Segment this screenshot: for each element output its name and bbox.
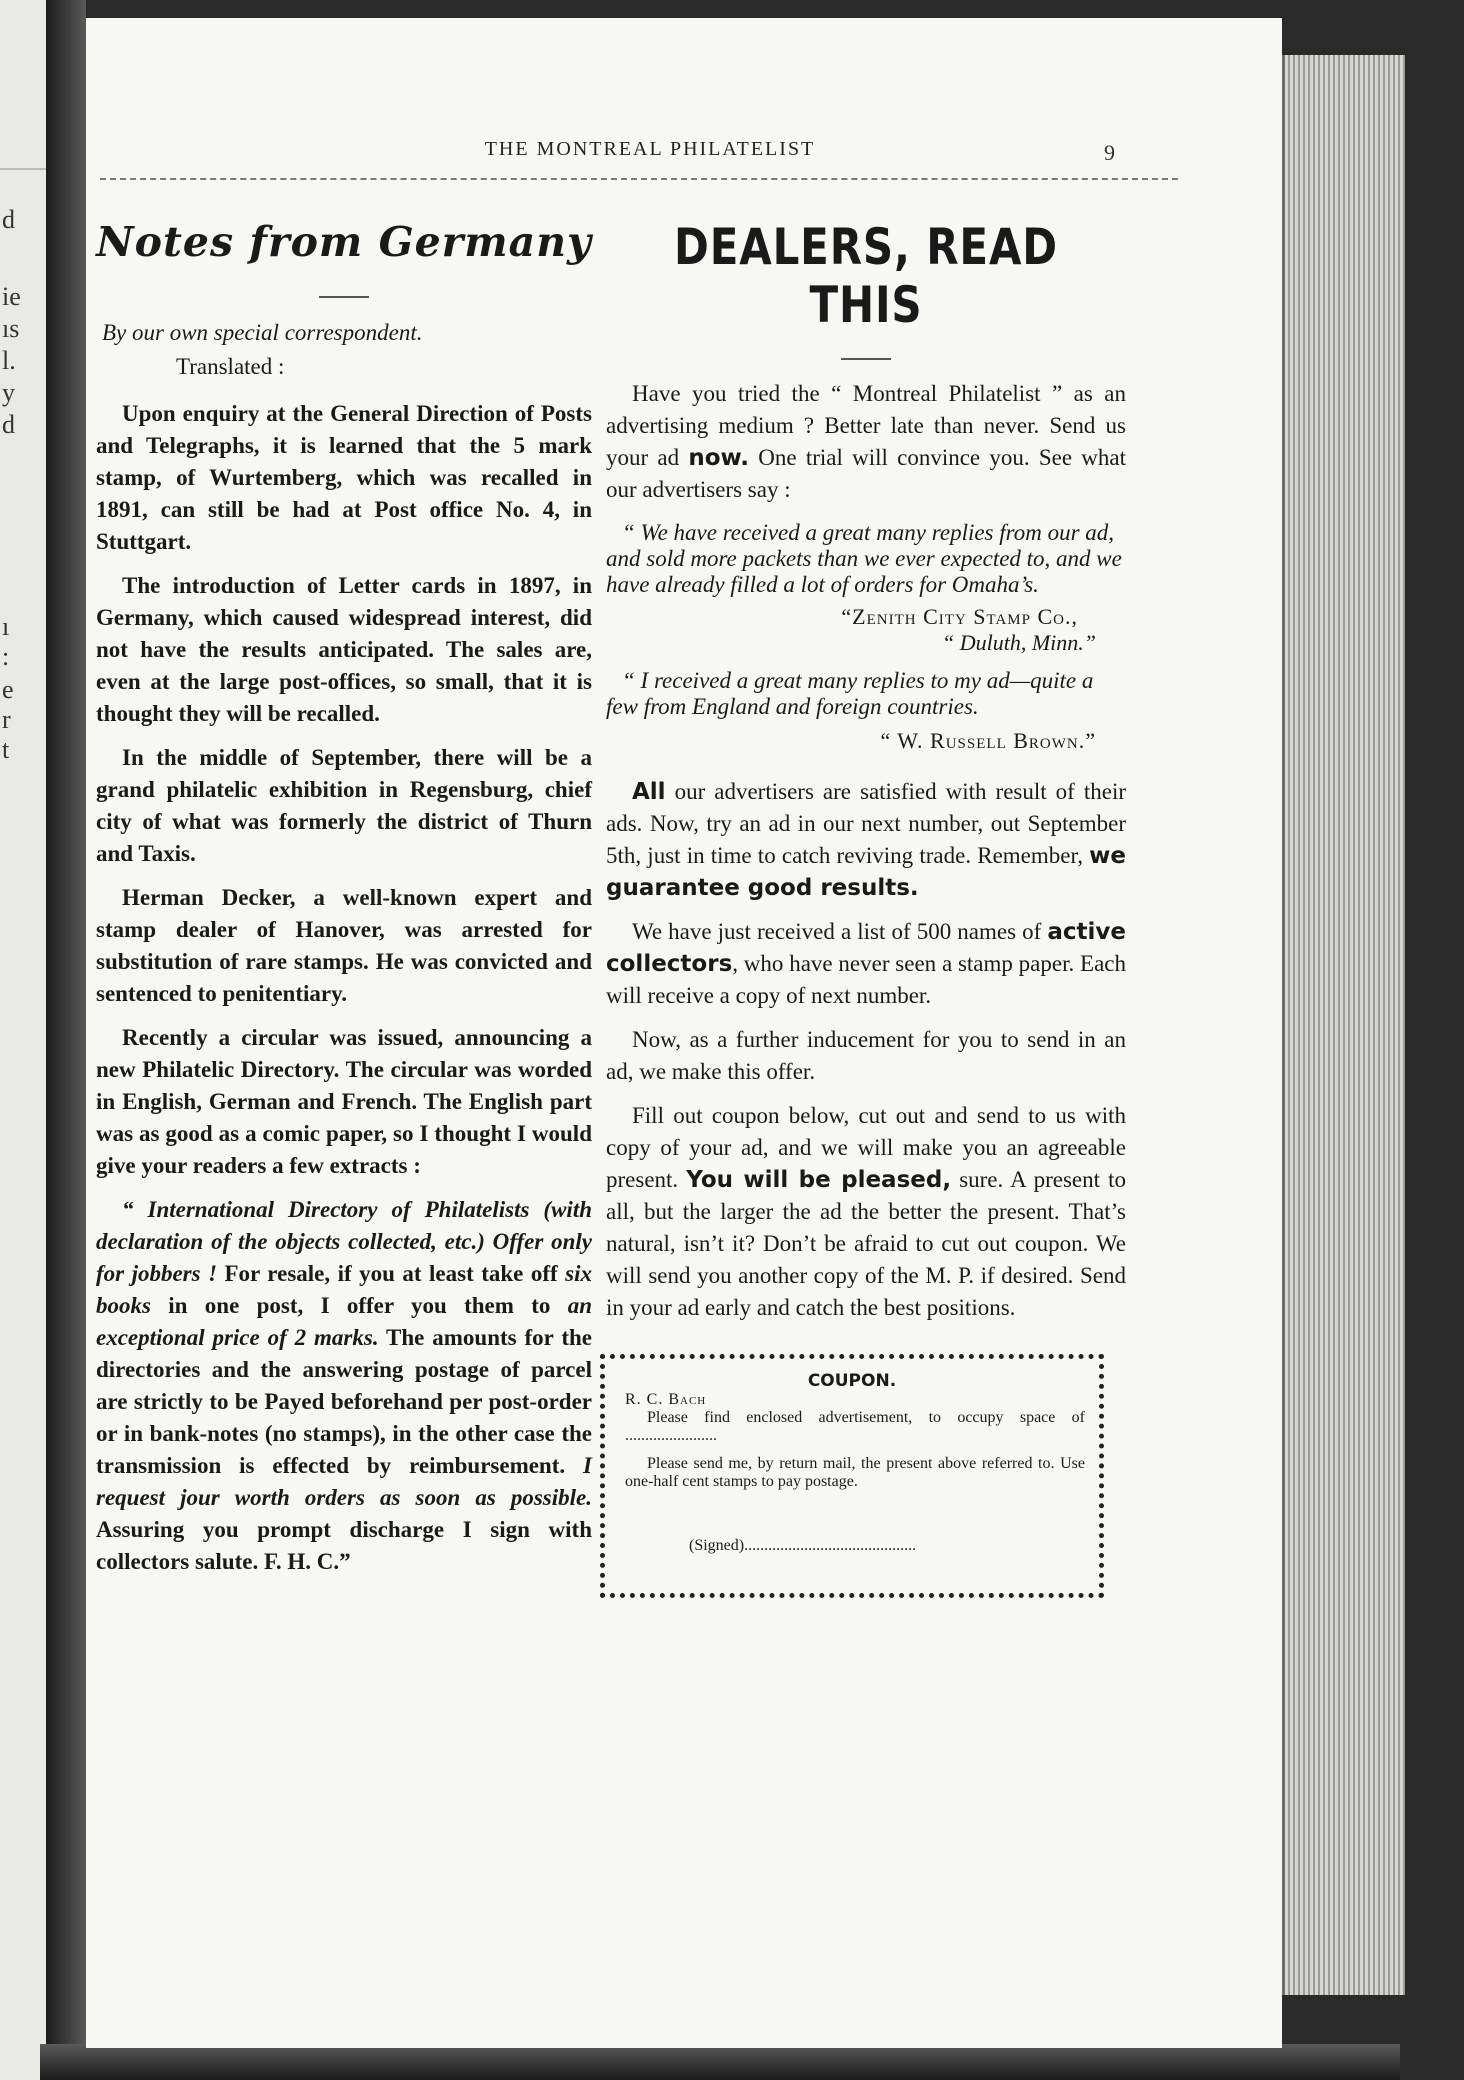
fragment-text: ie xyxy=(2,282,21,311)
paragraph: In the middle of September, there will be a grand philatelic exhibition in Regensburg, chief city of what was formerly the district of Thurn and Taxis. xyxy=(96,745,592,866)
advert-heading: DEALERS, READ THIS xyxy=(673,218,1058,334)
bottom-shadow xyxy=(40,2044,1400,2080)
fragment-text: d xyxy=(2,410,15,439)
fragment-text: r xyxy=(2,705,11,734)
paragraph xyxy=(606,916,1126,1012)
paragraph: Now, as a further inducement for you to send in an ad, we make this offer. xyxy=(606,1027,1126,1084)
quote-text: in one post, I offer you them to xyxy=(150,1293,568,1318)
quote-text: The amounts for the directories and the answering postage of parcel are strictly to be Payed beforehand per post-order or in bank-notes (no stamps), in the other case the transmission is effected by reimbursement. xyxy=(96,1325,592,1478)
testimonial: “ I received a great many replies to my ad—quite a few from England and foreign countries. xyxy=(606,668,1094,719)
testimonial-location: “ Duluth, Minn.” xyxy=(941,630,1096,655)
text: One trial will convince you. See what our advertisers say : xyxy=(606,445,1126,502)
emphasis: now. xyxy=(688,445,750,471)
fragment-text: ıs xyxy=(2,314,20,343)
fragment-text: d xyxy=(2,205,15,234)
paragraph xyxy=(606,776,1126,904)
emphasis: You will be pleased, xyxy=(686,1167,952,1193)
fragment-text: ı xyxy=(2,612,10,641)
coupon-text: Please find enclosed advertisement, to occupy space of ....................... xyxy=(625,1409,1085,1444)
paragraph xyxy=(606,378,1126,506)
fragment-text: e xyxy=(2,675,14,704)
previous-page-edge xyxy=(0,0,46,2080)
left-column xyxy=(96,200,592,1590)
running-head: THE MONTREAL PHILATELIST xyxy=(484,138,816,160)
right-column xyxy=(606,200,1126,1598)
paragraph: Upon enquiry at the General Direction of Posts and Telegraphs, it is learned that the 5 mark stamp, of Wurtemberg, which was recalled in 1891, can still be had at Post office No. 4, in Stuttgart. xyxy=(96,401,592,554)
emphasis: active collectors xyxy=(606,919,1126,977)
coupon-signature-line: (Signed)........................................... xyxy=(689,1537,917,1554)
paragraph: Recently a circular was issued, announcing a new Philatelic Directory. The circular was worded in English, German and French. The English part was as good as a comic paper, so I thought I would give your readers a few extracts : xyxy=(96,1025,592,1178)
quote-text: Assuring you prompt discharge I sign with collectors salute. F. H. C.” xyxy=(96,1517,592,1574)
coupon-title: COUPON. xyxy=(807,1371,897,1391)
quote-text: six books xyxy=(96,1261,592,1318)
emphasis: All xyxy=(632,779,666,805)
text: We have just received a list of 500 names of xyxy=(632,919,1048,944)
page-stack-edge xyxy=(1282,55,1405,1995)
coupon-addressee: R. C. Bach xyxy=(625,1391,707,1408)
testimonial-signature: “Zenith City Stamp Co., xyxy=(841,604,1078,629)
text: Have you tried the “ Montreal Philatelist ” as an advertising medium ? Better late than never. Send us your ad xyxy=(606,381,1126,470)
paragraph: The introduction of Letter cards in 1897, in Germany, which caused widespread interest, did not have the results anticipated. The sales are, even at the large post-offices, so small, that it is thought they will be recalled. xyxy=(96,573,592,726)
header-rule xyxy=(100,178,1178,180)
divider xyxy=(0,168,46,170)
fragment-text: t xyxy=(2,735,10,764)
byline: By our own special correspondent. xyxy=(102,320,423,345)
book-gutter xyxy=(46,0,86,2080)
divider xyxy=(319,296,369,298)
quote-text: I request jour worth orders as soon as possible. xyxy=(96,1453,592,1510)
emphasis: we guarantee good results. xyxy=(606,843,1126,901)
fragment-text: : xyxy=(2,642,10,671)
testimonial-signature: “ W. Russell Brown.” xyxy=(880,728,1096,753)
quote-text: For resale, if you at least take off xyxy=(217,1261,566,1286)
article-heading: Notes from Germany xyxy=(96,218,592,266)
translated-label: Translated : xyxy=(176,354,285,379)
quote-text: “ International Directory of Philatelists (with declaration of the objects collected, etc.) Offer only for jobbers ! xyxy=(96,1197,592,1286)
text: Fill out coupon below, cut out and send to us with copy of your ad, and we will make you an agreeable present. xyxy=(606,1103,1126,1192)
coupon-text: Please send me, by return mail, the present above referred to. Use one-half cent stamps to pay postage. xyxy=(625,1455,1085,1490)
quoted-extract xyxy=(96,1194,592,1578)
quote-text: an exceptional price of 2 marks. xyxy=(96,1293,592,1350)
paragraph xyxy=(606,1100,1126,1324)
text: , who have never seen a stamp paper. Each will receive a copy of next number. xyxy=(606,951,1126,1008)
text: sure. A present to all, but the larger the ad the better the present. That’s natural, isn’t it? Don’t be afraid to cut out coupon. We will send you another copy of the M. P. if desired. Send in your ad early and catch the best positions. xyxy=(606,1167,1127,1320)
coupon-box xyxy=(600,1354,1104,1598)
text: our advertisers are satisfied with result of their ads. Now, try an ad in our next number, out September 5th, just in time to catch reviving trade. Remember, xyxy=(606,779,1126,868)
fragment-text: y xyxy=(2,378,15,407)
testimonial: “ We have received a great many replies from our ad, and sold more packets than we ever expected to, and we have already filled a lot of orders for Omaha’s. xyxy=(606,520,1122,597)
page-number: 9 xyxy=(1104,140,1115,165)
paragraph: Herman Decker, a well-known expert and stamp dealer of Hanover, was arrested for substitution of rare stamps. He was convicted and sentenced to penitentiary. xyxy=(96,885,592,1006)
fragment-text: l. xyxy=(2,346,16,375)
divider xyxy=(841,358,891,360)
